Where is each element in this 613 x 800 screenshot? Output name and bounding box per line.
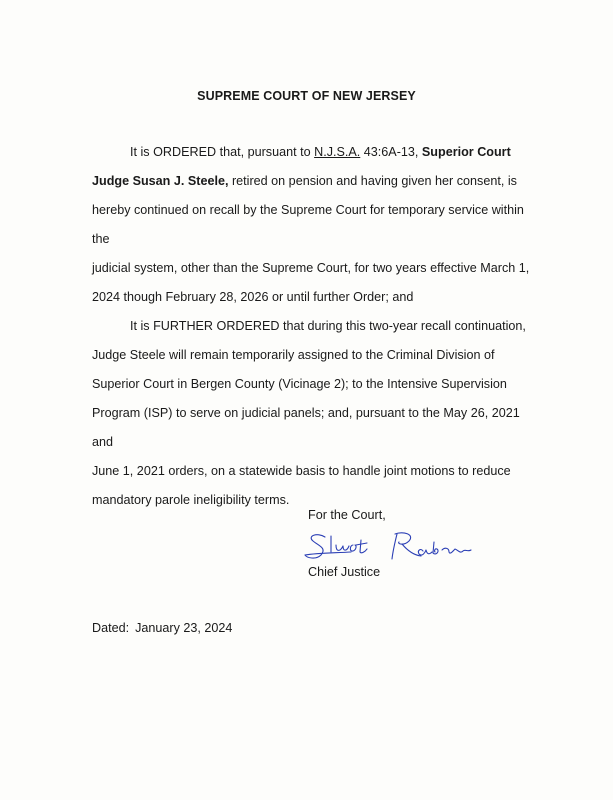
for-the-court: For the Court, xyxy=(308,508,386,522)
order-line: 2024 though February 28, 2026 or until further Order; and xyxy=(92,290,414,304)
order-line: Superior Court in Bergen County (Vicinage 2); to the Intensive Supervision xyxy=(92,377,507,391)
order-paragraph-2 xyxy=(92,312,532,515)
order-line: hereby continued on recall by the Supreme Court for temporary service within the xyxy=(92,203,524,246)
order-paragraph-1 xyxy=(92,138,532,312)
order-line: Program (ISP) to serve on judicial panels; and, pursuant to the May 26, 2021 and xyxy=(92,406,520,449)
order-line: judicial system, other than the Supreme Court, for two years effective March 1, xyxy=(92,261,530,275)
document-title: SUPREME COURT OF NEW JERSEY xyxy=(197,89,416,103)
order-text: retired on pension and having given her consent, is xyxy=(228,174,517,188)
order-line xyxy=(92,138,532,167)
statute-abbreviation: N.J.S.A. xyxy=(314,145,361,159)
order-line xyxy=(92,312,532,341)
order-line: Judge Steele will remain temporarily assigned to the Criminal Division of xyxy=(92,348,495,362)
order-date: January 23, 2024 xyxy=(135,621,233,635)
court-name: Superior Court xyxy=(421,145,511,159)
chief-justice-signature xyxy=(303,528,478,566)
order-text: It is FURTHER ORDERED that during this two-year recall continuation, xyxy=(130,319,526,333)
order-text: It is ORDERED that, pursuant to xyxy=(130,145,315,159)
dated-line xyxy=(92,621,232,635)
judge-name: Judge Susan J. Steele, xyxy=(92,174,229,188)
signer-title: Chief Justice xyxy=(308,565,381,579)
dated-label: Dated: xyxy=(92,621,130,635)
order-line xyxy=(92,167,532,196)
order-line: June 1, 2021 orders, on a statewide basis to handle joint motions to reduce xyxy=(92,464,511,478)
order-line: mandatory parole ineligibility terms. xyxy=(92,493,290,507)
order-text: 43:6A-13, xyxy=(360,145,422,159)
